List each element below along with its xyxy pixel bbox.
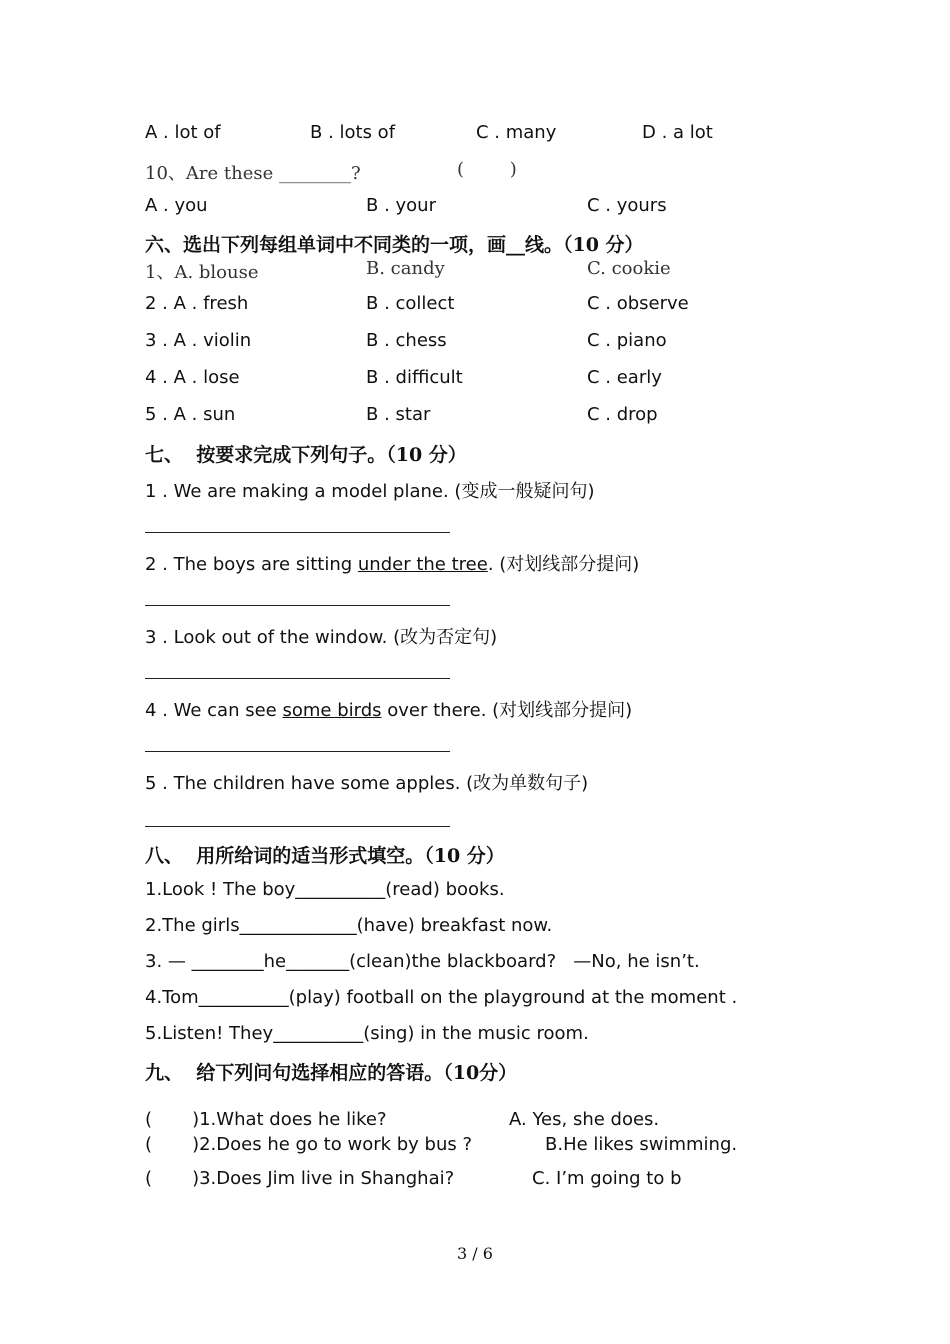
section6-row4-c: C . early [587, 367, 662, 388]
section6-row1-a: 1、A. blouse [145, 262, 259, 283]
section7-item-4-underlined: some birds [282, 700, 382, 721]
section7-item-5-text: 5 . The children have some apples. (改为单数句子) [145, 773, 589, 794]
section6-row1-c: C. cookie [587, 258, 671, 279]
q9-option-c: C . many [476, 122, 557, 143]
section7-heading: 七、 按要求完成下列句子。（10 分） [145, 444, 467, 466]
q10-answer-bracket: ( ) [457, 159, 517, 180]
section7-item-1-text: 1 . We are making a model plane. (变成一般疑问句) [145, 481, 595, 502]
q10-option-c: C . yours [587, 195, 667, 216]
section7-item-3-text: 3 . Look out of the window. (改为否定句) [145, 627, 498, 648]
section6-row2-b: B . collect [366, 293, 455, 314]
answer-line-3[interactable] [145, 678, 450, 679]
section8-item-3: 3. — ________he_______(clean)the blackboard? —No, he isn’t. [145, 951, 700, 972]
section6-row3-a: 3 . A . violin [145, 330, 252, 351]
section6-row4-a: 4 . A . lose [145, 367, 240, 388]
section6-row2-c: C . observe [587, 293, 689, 314]
section9-answer-c: C. I’m going to b [532, 1168, 682, 1189]
section7-item-4-pre: 4 . We can see [145, 700, 283, 721]
section8-item-1: 1.Look ! The boy__________(read) books. [145, 879, 505, 900]
q10-stem: 10、Are these ________? [145, 163, 361, 184]
q9-option-b: B . lots of [310, 122, 396, 143]
answer-line-5[interactable] [145, 826, 450, 827]
q9-option-d: D . a lot [642, 122, 713, 143]
section8-heading: 八、 用所给词的适当形式填空。（10 分） [145, 845, 505, 867]
answer-line-2[interactable] [145, 605, 450, 606]
section6-row3-b: B . chess [366, 330, 447, 351]
answer-line-4[interactable] [145, 751, 450, 752]
section8-item-2: 2.The girls_____________(have) breakfast now. [145, 915, 553, 936]
section6-row2-a: 2 . A . fresh [145, 293, 249, 314]
section6-row5-b: B . star [366, 404, 431, 425]
section9-question-3: ( )3.Does Jim live in Shanghai? [145, 1168, 455, 1189]
section7-item-2-pre: 2 . The boys are sitting [145, 554, 358, 575]
section8-item-5: 5.Listen! They__________(sing) in the music room. [145, 1023, 589, 1044]
section7-item-5 [145, 769, 588, 795]
page-number: 3 / 6 [457, 1244, 493, 1263]
answer-line-1[interactable] [145, 532, 450, 533]
section9-answer-a: A. Yes, she does. [509, 1109, 660, 1130]
section9-question-2: ( )2.Does he go to work by bus ? [145, 1134, 473, 1155]
section7-item-1 [145, 477, 594, 503]
section9-question-1: ( )1.What does he like? [145, 1109, 387, 1130]
section6-row3-c: C . piano [587, 330, 667, 351]
section8-item-4: 4.Tom__________(play) football on the playground at the moment . [145, 987, 738, 1008]
section7-item-2-underlined: under the tree [357, 554, 488, 575]
section7-item-3 [145, 623, 497, 649]
section9-heading: 九、 给下列问句选择相应的答语。（10分） [145, 1062, 518, 1084]
section6-row5-c: C . drop [587, 404, 658, 425]
q9-option-a: A . lot of [145, 122, 221, 143]
q10-option-b: B . your [366, 195, 436, 216]
section7-item-2 [145, 550, 639, 576]
section7-item-2-post: . (对划线部分提问) [487, 554, 640, 575]
section9-answer-b: B.He likes swimming. [545, 1134, 738, 1155]
section7-item-4 [145, 696, 632, 722]
section6-heading: 六、选出下列每组单词中不同类的一项，画__线。（10 分） [145, 234, 644, 256]
q10-option-a: A . you [145, 195, 208, 216]
section6-row5-a: 5 . A . sun [145, 404, 236, 425]
section6-row4-b: B . difficult [366, 367, 463, 388]
section6-row1-b: B. candy [366, 258, 445, 279]
section7-item-4-post: over there. (对划线部分提问) [381, 700, 633, 721]
